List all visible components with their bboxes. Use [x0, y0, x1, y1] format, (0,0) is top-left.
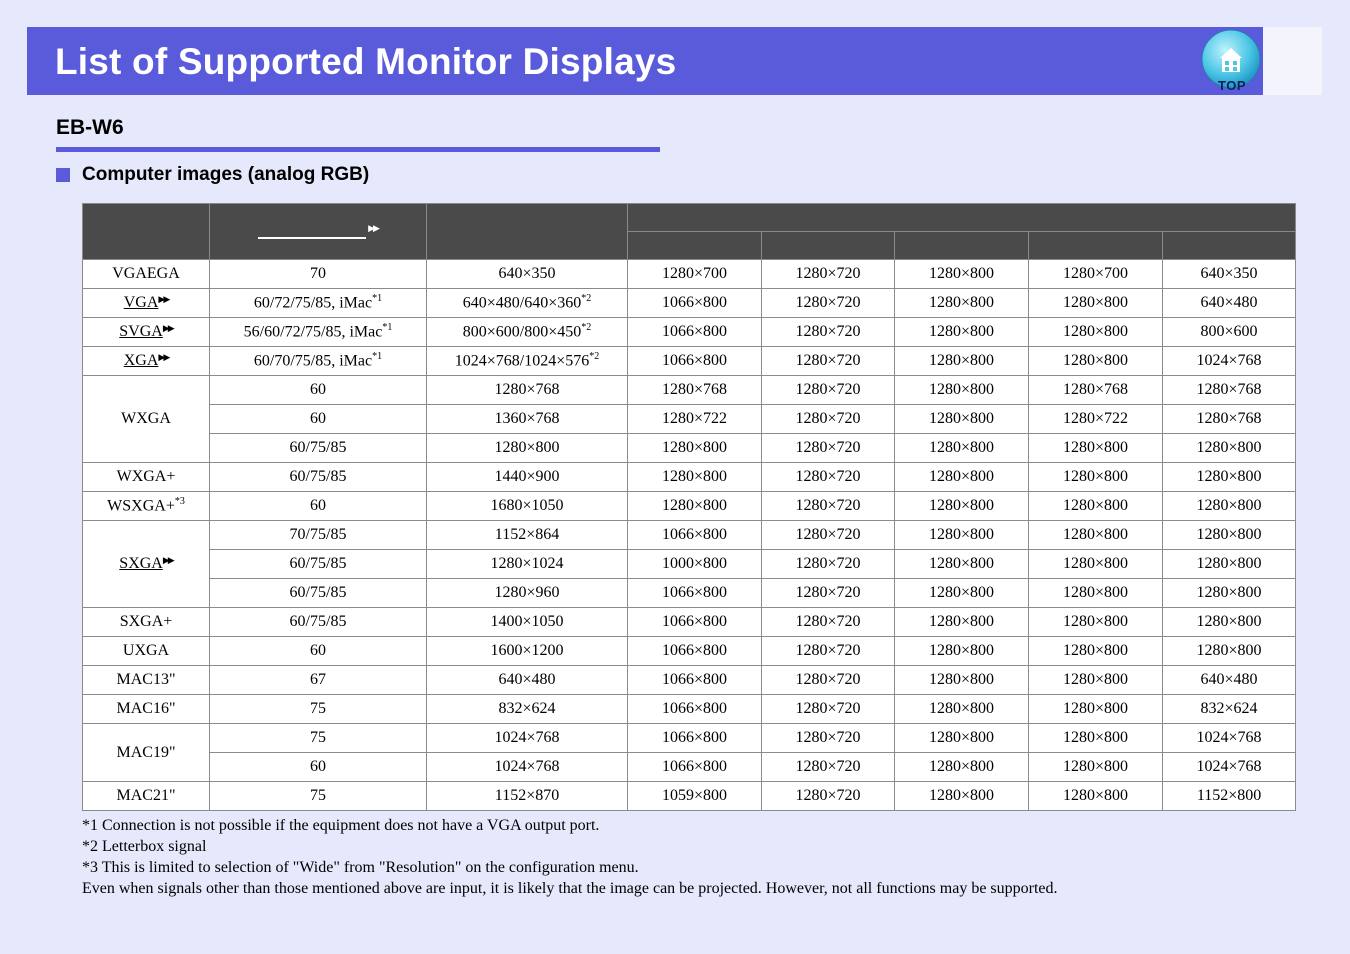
cell-display-mode: 1280×720	[762, 724, 895, 753]
table-row	[83, 695, 1296, 724]
cell-refresh-rate: 67	[210, 666, 427, 695]
cell-resolution: 1600×1200	[427, 637, 628, 666]
table-row	[83, 782, 1296, 811]
table-body	[83, 260, 1296, 811]
header-mode-1	[628, 232, 762, 260]
table-row	[83, 318, 1296, 347]
cell-resolution: 1400×1050	[427, 608, 628, 637]
cell-display-mode: 1280×768	[1029, 376, 1163, 405]
header-refresh-link[interactable]	[258, 225, 366, 239]
cell-display-mode: 1280×800	[1029, 318, 1163, 347]
table-row	[83, 753, 1296, 782]
signal-name: MAC21"	[116, 787, 176, 804]
cell-display-mode: 1280×768	[628, 376, 762, 405]
table-row	[83, 521, 1296, 550]
cell-display-mode: 1280×720	[762, 695, 895, 724]
cell-display-mode: 1280×800	[1029, 492, 1163, 521]
cell-display-mode: 1280×768	[1163, 405, 1296, 434]
cell-display-mode: 1066×800	[628, 608, 762, 637]
cell-signal	[83, 695, 210, 724]
footnote-ref: *3	[174, 496, 185, 508]
header-mode-3	[895, 232, 1029, 260]
cell-display-mode: 1280×720	[762, 521, 895, 550]
signal-name: WXGA+	[116, 468, 176, 485]
double-arrow-icon: ▶▶	[158, 294, 169, 304]
cell-display-mode: 1280×800	[895, 463, 1029, 492]
cell-display-mode: 1280×722	[1029, 405, 1163, 434]
section-heading: Computer images (analog RGB)	[82, 164, 370, 185]
cell-resolution: 1280×768	[427, 376, 628, 405]
cell-display-mode: 1280×720	[762, 782, 895, 811]
cell-display-mode: 1280×720	[762, 550, 895, 579]
cell-display-mode: 1024×768	[1163, 724, 1296, 753]
signal-name: UXGA	[122, 642, 170, 659]
cell-display-mode: 1066×800	[628, 289, 762, 318]
cell-refresh-rate: 70	[210, 260, 427, 289]
cell-display-mode: 1280×800	[1163, 608, 1296, 637]
footnote-2: *2 Letterbox signal	[82, 838, 207, 855]
cell-display-mode: 1280×720	[762, 608, 895, 637]
signal-glossary-link[interactable]: XGA	[123, 352, 159, 369]
cell-refresh-rate: 60/75/85	[210, 550, 427, 579]
cell-display-mode: 1280×800	[1029, 289, 1163, 318]
cell-display-mode: 1280×800	[895, 521, 1029, 550]
cell-display-mode: 1280×800	[1163, 579, 1296, 608]
cell-display-mode: 1280×800	[895, 318, 1029, 347]
supported-signals-table	[82, 203, 1296, 811]
footnote-3: *3 This is limited to selection of "Wide" from "Resolution" on the configuration menu.	[82, 859, 639, 876]
cell-display-mode: 1280×800	[895, 550, 1029, 579]
cell-signal[interactable]	[83, 289, 210, 318]
cell-display-mode: 1000×800	[628, 550, 762, 579]
cell-display-mode: 1280×720	[762, 492, 895, 521]
cell-resolution: $1024\times 768/1024\times 576^{*2}$	[427, 347, 628, 376]
cell-signal	[83, 637, 210, 666]
cell-resolution: 1280×960	[427, 579, 628, 608]
cell-refresh-rate: 60/72/75/85, iMac$^{*1}$	[210, 289, 427, 318]
cell-display-mode: 1066×800	[628, 521, 762, 550]
cell-signal	[83, 376, 210, 463]
cell-refresh-rate: 75	[210, 724, 427, 753]
cell-signal[interactable]	[83, 347, 210, 376]
table-row	[83, 260, 1296, 289]
cell-display-mode: 1066×800	[628, 579, 762, 608]
cell-refresh-rate: 60	[210, 753, 427, 782]
cell-display-mode: 1280×800	[1029, 637, 1163, 666]
cell-display-mode: 1280×720	[762, 260, 895, 289]
cell-refresh-rate: 60	[210, 405, 427, 434]
cell-display-mode: 1280×800	[628, 463, 762, 492]
table-row	[83, 289, 1296, 318]
cell-display-mode: 1024×768	[1163, 347, 1296, 376]
signal-name: WXGA	[121, 410, 171, 427]
signal-name: WSXGA+	[107, 497, 175, 515]
cell-display-mode: 1280×720	[762, 463, 895, 492]
cell-display-mode: 1280×800	[895, 782, 1029, 811]
cell-display-mode: 1280×800	[895, 492, 1029, 521]
cell-display-mode: 1066×800	[628, 753, 762, 782]
cell-display-mode: 1280×720	[762, 753, 895, 782]
cell-display-mode: 1280×700	[1029, 260, 1163, 289]
cell-display-mode: 800×600	[1163, 318, 1296, 347]
cell-signal[interactable]	[83, 521, 210, 608]
cell-display-mode: 1280×800	[895, 637, 1029, 666]
cell-refresh-rate: 56/60/72/75/85, iMac$^{*1}$	[210, 318, 427, 347]
cell-signal[interactable]	[83, 318, 210, 347]
square-bullet-icon	[56, 168, 70, 182]
cell-display-mode: 1280×800	[1163, 521, 1296, 550]
cell-display-mode: 1280×720	[762, 289, 895, 318]
table-row	[83, 434, 1296, 463]
cell-display-mode: 1152×800	[1163, 782, 1296, 811]
cell-display-mode: 1280×720	[762, 637, 895, 666]
double-arrow-icon: ▶▶	[162, 323, 173, 333]
table-row	[83, 579, 1296, 608]
cell-refresh-rate: 60/75/85	[210, 463, 427, 492]
cell-display-mode: 640×480	[1163, 666, 1296, 695]
table-row	[83, 666, 1296, 695]
top-button[interactable]	[1200, 28, 1264, 94]
cell-display-mode: 1280×768	[1163, 376, 1296, 405]
cell-resolution: 640×480	[427, 666, 628, 695]
cell-display-mode: 1280×800	[895, 347, 1029, 376]
cell-display-mode: 1280×800	[895, 376, 1029, 405]
cell-display-mode: 1280×800	[1029, 608, 1163, 637]
header-display-modes	[628, 204, 1296, 232]
cell-resolution: 1024×768	[427, 753, 628, 782]
cell-resolution: $800\times 600/800\times 450^{*2}$	[427, 318, 628, 347]
cell-resolution: 1152×864	[427, 521, 628, 550]
cell-display-mode: 1280×800	[1029, 782, 1163, 811]
cell-display-mode: 1280×720	[762, 666, 895, 695]
header-signal	[83, 204, 210, 260]
table-row	[83, 724, 1296, 753]
cell-display-mode: 1280×800	[1163, 463, 1296, 492]
header-mode-5	[1163, 232, 1296, 260]
cell-display-mode: 640×480	[1163, 289, 1296, 318]
model-heading: EB-W6	[56, 116, 124, 139]
cell-display-mode: 1066×800	[628, 347, 762, 376]
double-arrow-icon: ▶▶	[162, 555, 173, 565]
title-bar	[27, 27, 1263, 95]
double-arrow-icon: ▶▶	[158, 352, 169, 362]
footnote-ref: *2	[581, 293, 592, 305]
cell-display-mode: 1280×800	[1029, 521, 1163, 550]
cell-display-mode: 1280×800	[895, 724, 1029, 753]
header-mode-2	[762, 232, 895, 260]
cell-display-mode: 1280×800	[1029, 434, 1163, 463]
table-row	[83, 550, 1296, 579]
cell-display-mode: 1280×700	[628, 260, 762, 289]
cell-display-mode: 1280×800	[895, 753, 1029, 782]
cell-display-mode: 1280×800	[1163, 550, 1296, 579]
cell-display-mode: 1280×720	[762, 405, 895, 434]
table-row	[83, 463, 1296, 492]
cell-display-mode: 1280×720	[762, 318, 895, 347]
cell-display-mode: 1280×800	[1163, 637, 1296, 666]
header-mode-4	[1029, 232, 1163, 260]
cell-display-mode: 1280×800	[1029, 347, 1163, 376]
cell-resolution: $640\times 480/640\times 360^{*2}$	[427, 289, 628, 318]
cell-display-mode: 1280×800	[1029, 463, 1163, 492]
cell-display-mode: 1280×800	[1029, 550, 1163, 579]
cell-refresh-rate: 60	[210, 492, 427, 521]
cell-refresh-rate: 75	[210, 782, 427, 811]
cell-display-mode: 1280×800	[1163, 434, 1296, 463]
cell-display-mode: 1280×800	[1029, 579, 1163, 608]
cell-refresh-rate: 60/70/75/85, iMac$^{*1}$	[210, 347, 427, 376]
footnote-ref: *1	[372, 293, 383, 305]
cell-display-mode: 1066×800	[628, 637, 762, 666]
table-row	[83, 405, 1296, 434]
footnote-1: *1 Connection is not possible if the equipment does not have a VGA output port.	[82, 817, 600, 834]
cell-signal	[83, 782, 210, 811]
cell-resolution: 1360×768	[427, 405, 628, 434]
cell-refresh-rate: 60/75/85	[210, 608, 427, 637]
cell-refresh-rate: 60	[210, 376, 427, 405]
cell-refresh-rate: 60	[210, 637, 427, 666]
cell-display-mode: 1059×800	[628, 782, 762, 811]
cell-signal	[83, 608, 210, 637]
cell-display-mode: 1280×722	[628, 405, 762, 434]
heading-rule	[56, 147, 660, 152]
top-label: TOP	[1218, 78, 1246, 93]
footnote-ref: *2	[589, 351, 600, 363]
cell-resolution: 1024×768	[427, 724, 628, 753]
header-resolution	[427, 204, 628, 260]
cell-resolution: 1152×870	[427, 782, 628, 811]
cell-refresh-rate: 60/75/85	[210, 434, 427, 463]
footnotes	[82, 815, 1302, 899]
cell-display-mode: 1280×800	[895, 695, 1029, 724]
cell-display-mode: 1280×720	[762, 347, 895, 376]
cell-display-mode: 1280×720	[762, 434, 895, 463]
cell-display-mode: 1280×800	[1029, 753, 1163, 782]
cell-display-mode: 1280×800	[1029, 724, 1163, 753]
table-row	[83, 347, 1296, 376]
footnote-ref: *2	[581, 322, 592, 334]
table-row	[83, 376, 1296, 405]
signal-glossary-link[interactable]: SXGA	[119, 555, 163, 572]
footnote-ref: *1	[382, 322, 393, 334]
cell-display-mode: 1024×768	[1163, 753, 1296, 782]
signal-glossary-link[interactable]: SVGA	[119, 323, 163, 340]
cell-display-mode: 1280×800	[895, 405, 1029, 434]
cell-display-mode: 832×624	[1163, 695, 1296, 724]
cell-display-mode: 1280×800	[1029, 666, 1163, 695]
cell-refresh-rate: 75	[210, 695, 427, 724]
cell-resolution: 640×350	[427, 260, 628, 289]
cell-display-mode: 1280×800	[895, 579, 1029, 608]
table-row	[83, 637, 1296, 666]
cell-display-mode: 1280×800	[895, 289, 1029, 318]
cell-display-mode: 1280×800	[895, 260, 1029, 289]
cell-resolution: 1680×1050	[427, 492, 628, 521]
signal-name: VGAEGA	[112, 265, 180, 282]
cell-signal	[83, 260, 210, 289]
cell-display-mode: 1280×800	[628, 492, 762, 521]
signal-name: MAC19"	[116, 743, 176, 761]
cell-resolution: 1280×800	[427, 434, 628, 463]
cell-display-mode: 1280×800	[1029, 695, 1163, 724]
cell-signal	[83, 463, 210, 492]
title-bar-end	[1263, 27, 1322, 95]
signal-name: MAC16"	[116, 700, 176, 717]
cell-refresh-rate: 70/75/85	[210, 521, 427, 550]
cell-signal	[83, 724, 210, 782]
cell-resolution: 1440×900	[427, 463, 628, 492]
page-title: List of Supported Monitor Displays	[55, 41, 677, 82]
signal-glossary-link[interactable]: VGA	[123, 294, 159, 311]
cell-signal	[83, 492, 210, 521]
footnote-general: Even when signals other than those mentioned above are input, it is likely that the image can be projected. However, not all functions may be supported.	[82, 880, 1058, 897]
double-arrow-icon: ▶▶	[368, 222, 378, 233]
cell-display-mode: 640×350	[1163, 260, 1296, 289]
table-row	[83, 492, 1296, 521]
cell-display-mode: 1280×800	[895, 666, 1029, 695]
cell-signal	[83, 666, 210, 695]
cell-display-mode: 1280×720	[762, 579, 895, 608]
header-refresh-rate[interactable]	[210, 204, 427, 260]
cell-display-mode: 1280×720	[762, 376, 895, 405]
cell-display-mode: 1280×800	[628, 434, 762, 463]
signal-name: MAC13"	[116, 671, 176, 688]
signal-name: SXGA+	[119, 613, 173, 630]
cell-refresh-rate: 60/75/85	[210, 579, 427, 608]
cell-display-mode: 1066×800	[628, 695, 762, 724]
cell-display-mode: 1280×800	[895, 608, 1029, 637]
cell-display-mode: 1280×800	[895, 434, 1029, 463]
footnote-ref: *1	[372, 351, 383, 363]
cell-display-mode: 1066×800	[628, 318, 762, 347]
cell-resolution: 832×624	[427, 695, 628, 724]
cell-display-mode: 1066×800	[628, 666, 762, 695]
cell-display-mode: 1066×800	[628, 724, 762, 753]
cell-resolution: 1280×1024	[427, 550, 628, 579]
cell-display-mode: 1280×800	[1163, 492, 1296, 521]
table-row	[83, 608, 1296, 637]
